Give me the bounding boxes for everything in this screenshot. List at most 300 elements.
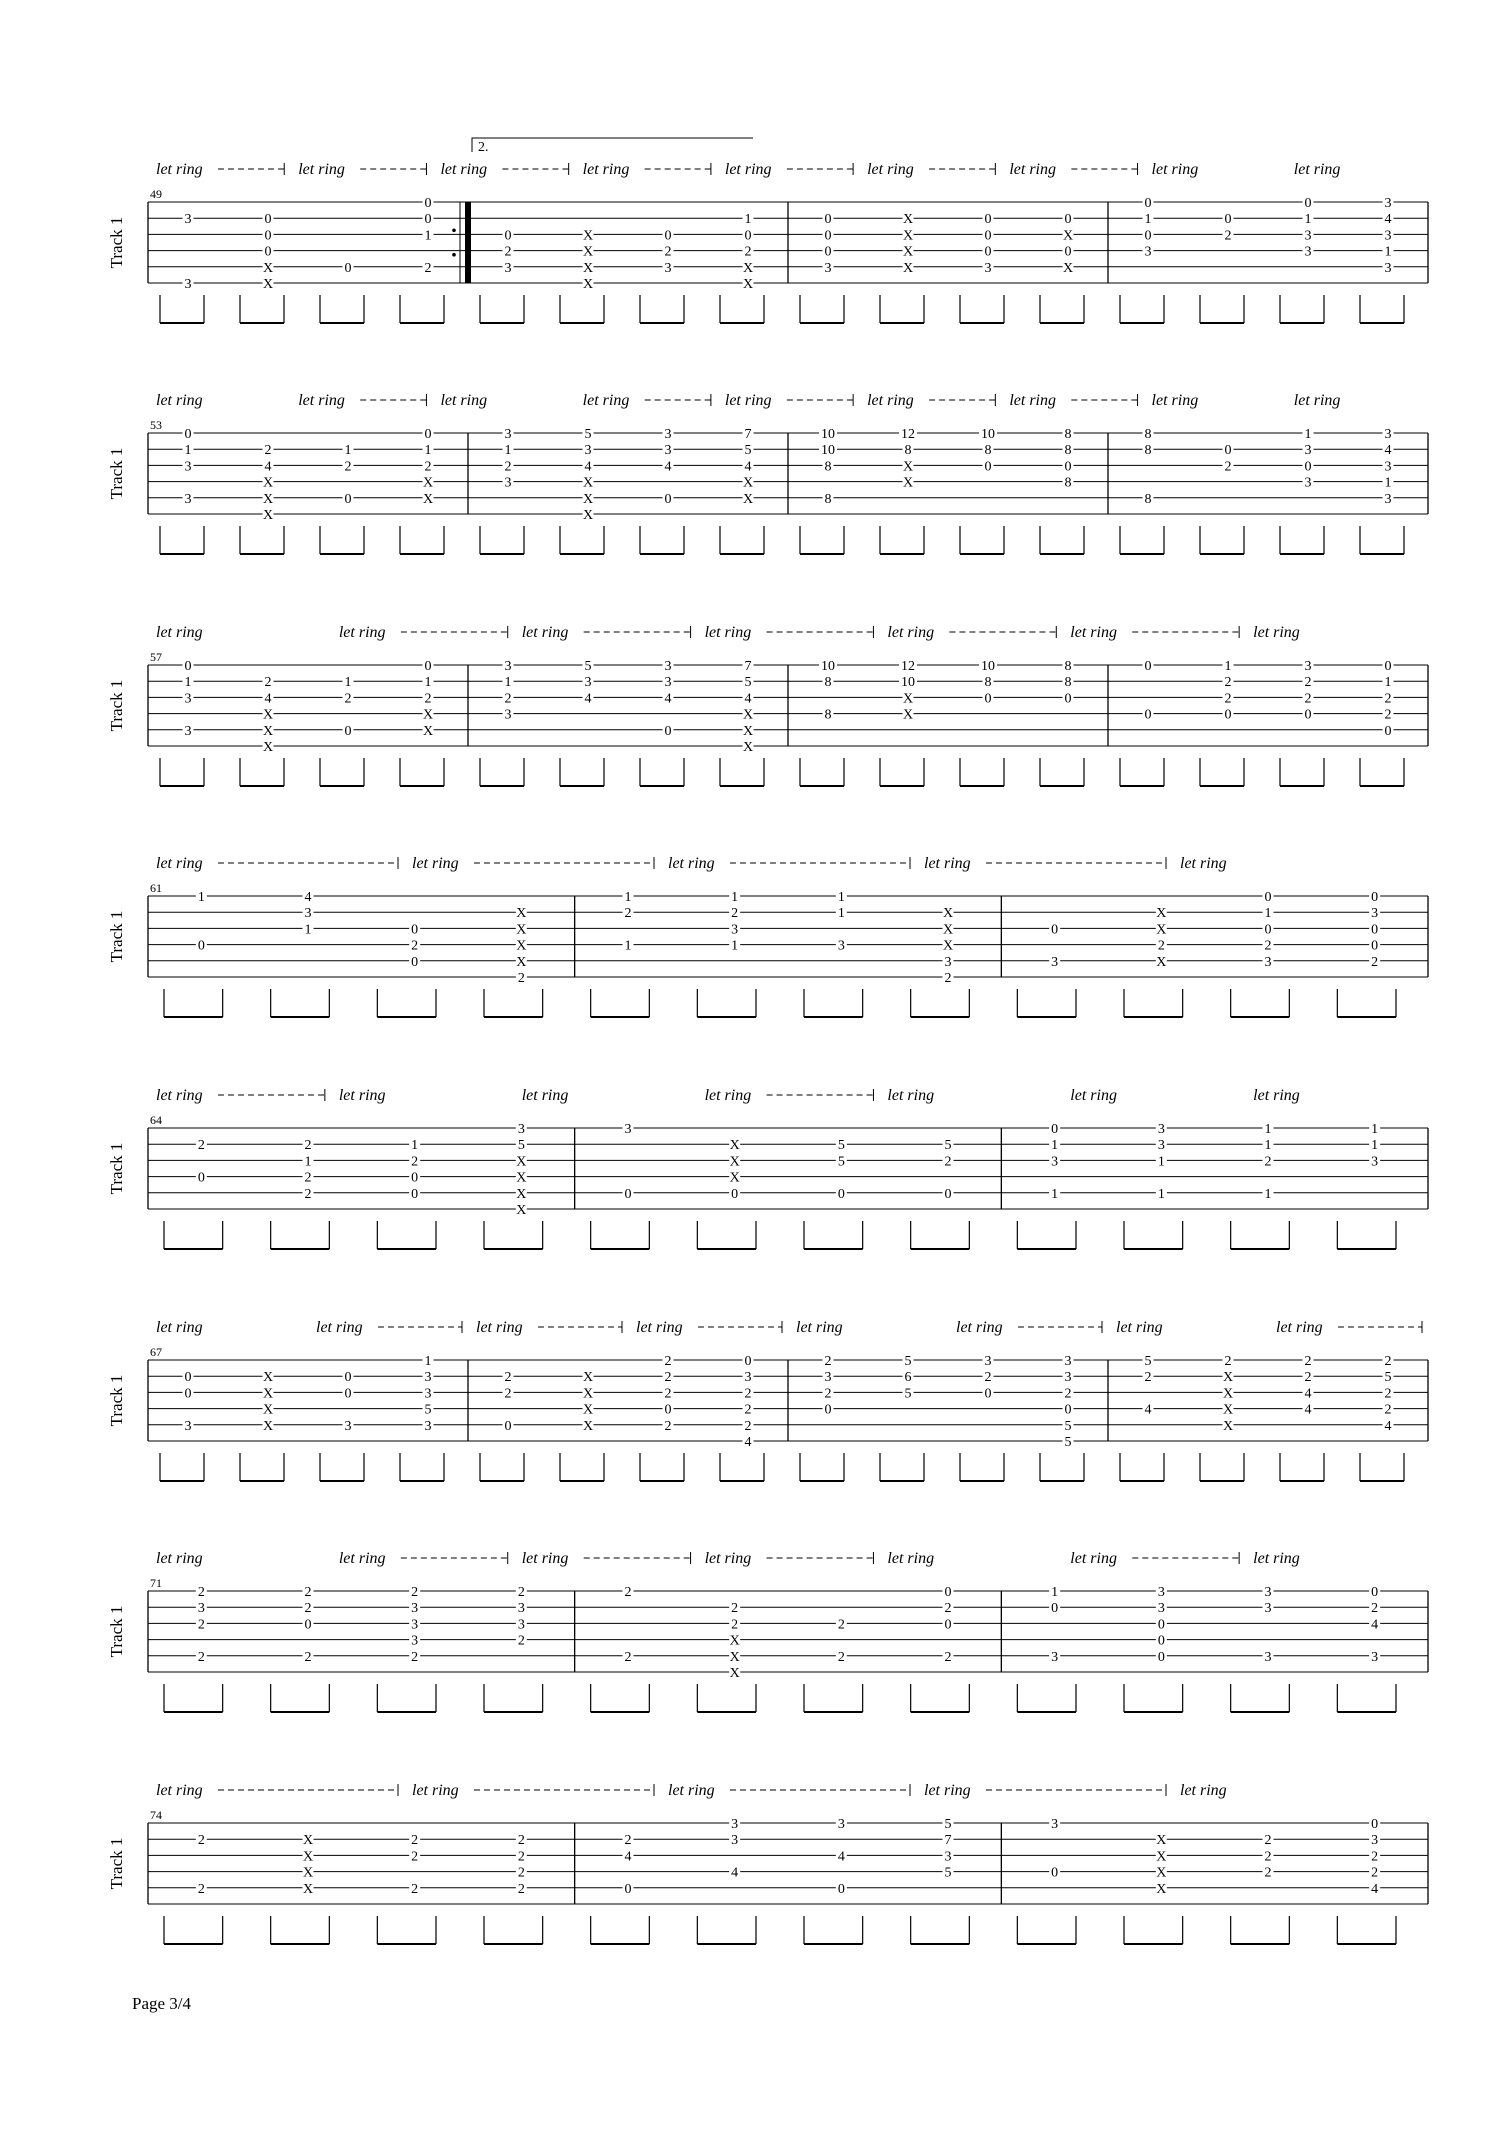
fret-note: 4 <box>584 691 592 707</box>
fret-note: 0 <box>197 1170 205 1186</box>
fret-note: 2 <box>197 1833 205 1849</box>
fret-note: 2 <box>1384 1354 1392 1369</box>
fret-note: 3 <box>1264 1649 1272 1665</box>
fret-note: 2 <box>411 1585 419 1600</box>
fret-note: 0 <box>1064 212 1072 228</box>
fret-note: 10 <box>821 427 835 442</box>
fret-note: 0 <box>1144 659 1152 674</box>
tab-system <box>107 138 1428 323</box>
fret-note: 3 <box>1304 659 1312 674</box>
fret-note: 8 <box>824 491 832 507</box>
fret-note: 0 <box>624 1186 632 1202</box>
fret-note: 4 <box>1371 1881 1379 1897</box>
dead-note: X <box>1062 228 1074 244</box>
dead-note: X <box>742 475 754 491</box>
fret-note: 3 <box>1051 954 1059 970</box>
tab-system <box>107 855 1428 1017</box>
fret-note: 0 <box>824 228 832 244</box>
measure-number: 74 <box>150 1808 162 1822</box>
fret-note: 2 <box>664 1386 672 1402</box>
fret-note: 2 <box>837 1617 845 1633</box>
dead-note: X <box>516 954 527 970</box>
let-ring-label: let ring <box>704 1087 752 1104</box>
dead-note: X <box>729 1649 740 1665</box>
fret-note: 0 <box>1157 1633 1165 1649</box>
fret-note: 0 <box>424 659 432 674</box>
fret-note: 0 <box>1224 212 1232 228</box>
fret-note: 3 <box>1157 1601 1165 1617</box>
fret-note: 3 <box>424 1370 432 1386</box>
fret-note: 10 <box>821 659 835 674</box>
fret-note: 3 <box>1264 1601 1272 1617</box>
fret-note: 2 <box>1264 1154 1272 1170</box>
fret-note: 2 <box>197 1585 205 1600</box>
fret-note: 3 <box>984 260 992 276</box>
fret-note: 1 <box>1157 1154 1165 1170</box>
dead-note: X <box>582 228 594 244</box>
fret-note: 2 <box>424 260 432 276</box>
fret-note: 0 <box>411 922 419 938</box>
fret-note: 0 <box>1371 1817 1379 1832</box>
fret-note: 1 <box>304 922 312 938</box>
fret-note: 3 <box>411 1633 419 1649</box>
fret-note: 2 <box>197 1649 205 1665</box>
fret-note: 0 <box>824 1402 832 1418</box>
dead-note: X <box>302 1849 314 1865</box>
fret-note: 2 <box>1224 1354 1232 1369</box>
fret-note: 2 <box>1304 1370 1312 1386</box>
track-label: Track 1 <box>107 679 126 732</box>
fret-note: 0 <box>264 244 272 260</box>
fret-note: 1 <box>344 675 352 691</box>
fret-note: 2 <box>1371 954 1379 970</box>
fret-note: 0 <box>984 691 992 707</box>
fret-note: 8 <box>1064 443 1072 459</box>
dead-note: X <box>262 1386 274 1402</box>
fret-note: 5 <box>584 427 592 442</box>
let-ring-label: let ring <box>440 392 488 409</box>
fret-note: 3 <box>664 659 672 674</box>
fret-note: 0 <box>1144 707 1152 723</box>
fret-note: 0 <box>424 212 432 228</box>
fret-note: 1 <box>1371 1122 1379 1137</box>
fret-note: 3 <box>424 1386 432 1402</box>
fret-note: 1 <box>1224 659 1232 674</box>
fret-note: 0 <box>1304 196 1312 211</box>
let-ring-label: let ring <box>867 161 914 178</box>
dead-note: X <box>262 707 274 723</box>
fret-note: 2 <box>504 691 512 707</box>
fret-note: 3 <box>1371 1649 1379 1665</box>
dead-note: X <box>262 475 274 491</box>
dead-note: X <box>582 508 594 523</box>
fret-note: 1 <box>1157 1186 1165 1202</box>
fret-note: 2 <box>424 459 432 475</box>
dead-note: X <box>1222 1402 1234 1418</box>
fret-note: 3 <box>1304 443 1312 459</box>
fret-note: 2 <box>1264 1865 1272 1881</box>
let-ring-label: let ring <box>924 855 971 872</box>
fret-note: 0 <box>1144 228 1152 244</box>
fret-note: 7 <box>744 427 752 442</box>
fret-note: 4 <box>1144 1402 1152 1418</box>
fret-note: 5 <box>517 1138 525 1154</box>
fret-note: 0 <box>1064 1402 1072 1418</box>
fret-note: 0 <box>184 659 192 674</box>
fret-note: 3 <box>1157 1122 1165 1137</box>
fret-note: 2 <box>304 1649 312 1665</box>
dead-note: X <box>742 707 754 723</box>
fret-note: 3 <box>184 1418 192 1434</box>
fret-note: 1 <box>411 1138 419 1154</box>
fret-note: 5 <box>944 1138 952 1154</box>
let-ring-label: let ring <box>1253 1550 1300 1567</box>
dead-note: X <box>582 491 594 507</box>
dead-note: X <box>422 723 434 739</box>
fret-note: 3 <box>944 954 952 970</box>
fret-note: 4 <box>744 691 752 707</box>
tab-system <box>107 1319 1428 1481</box>
fret-note: 0 <box>344 1386 352 1402</box>
let-ring-label: let ring <box>412 1782 459 1799</box>
track-label: Track 1 <box>107 1374 126 1427</box>
fret-note: 1 <box>1051 1585 1059 1600</box>
fret-note: 3 <box>584 675 592 691</box>
fret-note: 3 <box>184 691 192 707</box>
fret-note: 2 <box>1304 675 1312 691</box>
fret-note: 3 <box>1144 244 1152 260</box>
fret-note: 1 <box>1264 1186 1272 1202</box>
dead-note: X <box>262 1418 274 1434</box>
let-ring-label: let ring <box>1180 855 1227 872</box>
fret-note: 3 <box>411 1617 419 1633</box>
fret-note: 2 <box>304 1186 312 1202</box>
dead-note: X <box>1222 1386 1234 1402</box>
dead-note: X <box>302 1833 314 1849</box>
fret-note: 0 <box>984 244 992 260</box>
fret-note: 0 <box>344 491 352 507</box>
fret-note: 8 <box>1144 491 1152 507</box>
fret-note: 8 <box>1064 475 1072 491</box>
fret-note: 3 <box>1051 1154 1059 1170</box>
fret-note: 2 <box>731 906 739 922</box>
fret-note: 2 <box>1371 1601 1379 1617</box>
fret-note: 0 <box>1304 707 1312 723</box>
fret-note: 1 <box>1371 1138 1379 1154</box>
fret-note: 3 <box>944 1849 952 1865</box>
fret-note: 0 <box>984 459 992 475</box>
fret-note: 3 <box>304 906 312 922</box>
dead-note: X <box>1156 1849 1167 1865</box>
dead-note: X <box>516 922 527 938</box>
dead-note: X <box>302 1881 314 1897</box>
fret-note: 10 <box>821 443 835 459</box>
fret-note: 2 <box>411 1881 419 1897</box>
dead-note: X <box>902 459 914 475</box>
fret-note: 2 <box>1264 1833 1272 1849</box>
fret-note: 0 <box>984 212 992 228</box>
let-ring-label: let ring <box>1070 1087 1117 1104</box>
let-ring-label: let ring <box>156 161 203 178</box>
let-ring-label: let ring <box>704 624 752 641</box>
fret-note: 1 <box>1384 244 1392 260</box>
fret-note: 5 <box>1064 1418 1072 1434</box>
fret-note: 2 <box>744 1402 752 1418</box>
let-ring-label: let ring <box>156 1550 203 1567</box>
let-ring-label: let ring <box>1180 1782 1227 1799</box>
let-ring-label: let ring <box>887 1087 935 1104</box>
track-label: Track 1 <box>107 1837 126 1890</box>
fret-note: 2 <box>304 1138 312 1154</box>
fret-note: 1 <box>837 890 845 905</box>
measure-number: 57 <box>150 650 162 664</box>
fret-note: 0 <box>1371 922 1379 938</box>
measure-number: 71 <box>150 1576 162 1590</box>
fret-note: 0 <box>1064 459 1072 475</box>
fret-note: 4 <box>1384 212 1392 228</box>
fret-note: 0 <box>1384 723 1392 739</box>
fret-note: 0 <box>411 1170 419 1186</box>
fret-note: 2 <box>517 1585 525 1600</box>
fret-note: 0 <box>664 491 672 507</box>
dead-note: X <box>582 244 594 260</box>
fret-note: 0 <box>264 212 272 228</box>
fret-note: 5 <box>1064 1435 1072 1450</box>
fret-note: 0 <box>1264 922 1272 938</box>
fret-note: 2 <box>264 675 272 691</box>
dead-note: X <box>262 277 274 292</box>
fret-note: 4 <box>731 1865 739 1881</box>
fret-note: 0 <box>744 228 752 244</box>
fret-note: 0 <box>1051 1601 1059 1617</box>
fret-note: 2 <box>517 1881 525 1897</box>
track-label: Track 1 <box>107 216 126 269</box>
fret-note: 3 <box>744 1370 752 1386</box>
fret-note: 4 <box>744 459 752 475</box>
fret-note: 2 <box>517 1833 525 1849</box>
fret-note: 7 <box>744 659 752 674</box>
fret-note: 3 <box>1304 244 1312 260</box>
dead-note: X <box>516 938 527 954</box>
fret-note: 0 <box>411 1186 419 1202</box>
dead-note: X <box>1156 1833 1167 1849</box>
fret-note: 3 <box>1264 954 1272 970</box>
fret-note: 0 <box>744 1354 752 1369</box>
fret-note: 0 <box>184 1370 192 1386</box>
fret-note: 3 <box>1371 906 1379 922</box>
fret-note: 1 <box>731 890 739 905</box>
fret-note: 2 <box>411 1849 419 1865</box>
fret-note: 0 <box>664 228 672 244</box>
let-ring-label: let ring <box>668 1782 715 1799</box>
fret-note: 1 <box>504 675 512 691</box>
fret-note: 3 <box>1384 459 1392 475</box>
fret-note: 0 <box>344 723 352 739</box>
fret-note: 3 <box>504 659 512 674</box>
fret-note: 5 <box>584 659 592 674</box>
let-ring-label: let ring <box>156 1782 203 1799</box>
fret-note: 2 <box>424 691 432 707</box>
fret-note: 3 <box>731 1817 739 1832</box>
fret-note: 3 <box>504 260 512 276</box>
let-ring-label: let ring <box>156 624 203 641</box>
dead-note: X <box>902 260 914 276</box>
dead-note: X <box>902 707 914 723</box>
fret-note: 3 <box>624 1122 632 1137</box>
let-ring-label: let ring <box>156 1087 203 1104</box>
fret-note: 3 <box>1371 1154 1379 1170</box>
fret-note: 3 <box>504 475 512 491</box>
fret-note: 0 <box>1304 459 1312 475</box>
fret-note: 0 <box>1384 659 1392 674</box>
fret-note: 1 <box>1264 906 1272 922</box>
dead-note: X <box>516 1170 527 1186</box>
dead-note: X <box>582 1370 594 1386</box>
fret-note: 2 <box>664 1354 672 1369</box>
fret-note: 2 <box>304 1170 312 1186</box>
fret-note: 1 <box>624 890 632 905</box>
fret-note: 3 <box>184 277 192 292</box>
measure-number: 53 <box>150 418 162 432</box>
dead-note: X <box>1156 1881 1167 1897</box>
dead-note: X <box>262 508 274 523</box>
dead-note: X <box>1156 906 1167 922</box>
fret-note: 3 <box>504 427 512 442</box>
dead-note: X <box>1062 260 1074 276</box>
fret-note: 4 <box>664 459 672 475</box>
let-ring-label: let ring <box>440 161 488 178</box>
fret-note: 0 <box>1144 196 1152 211</box>
measure-number: 61 <box>150 881 162 895</box>
let-ring-label: let ring <box>338 1550 386 1567</box>
fret-note: 0 <box>1224 443 1232 459</box>
fret-note: 1 <box>744 212 752 228</box>
fret-note: 0 <box>1157 1617 1165 1633</box>
fret-note: 2 <box>197 1881 205 1897</box>
dead-note: X <box>902 691 914 707</box>
fret-note: 1 <box>1144 212 1152 228</box>
fret-note: 3 <box>584 443 592 459</box>
fret-note: 0 <box>944 1617 952 1633</box>
fret-note: 0 <box>824 212 832 228</box>
fret-note: 2 <box>504 1370 512 1386</box>
fret-note: 2 <box>624 1833 632 1849</box>
dead-note: X <box>942 922 954 938</box>
fret-note: 2 <box>1304 1354 1312 1369</box>
fret-note: 3 <box>731 1833 739 1849</box>
fret-note: 2 <box>824 1386 832 1402</box>
fret-note: 1 <box>1264 1138 1272 1154</box>
fret-note: 0 <box>504 1418 512 1434</box>
fret-note: 0 <box>1264 890 1272 905</box>
fret-note: 2 <box>824 1354 832 1369</box>
dead-note: X <box>262 1370 274 1386</box>
fret-note: 0 <box>504 228 512 244</box>
fret-note: 5 <box>944 1865 952 1881</box>
fret-note: 5 <box>904 1386 912 1402</box>
fret-note: 3 <box>664 427 672 442</box>
let-ring-label: let ring <box>1151 161 1199 178</box>
let-ring-label: let ring <box>1276 1319 1323 1336</box>
fret-note: 8 <box>904 443 912 459</box>
fret-note: 10 <box>981 427 995 442</box>
let-ring-label: let ring <box>924 1782 971 1799</box>
fret-note: 2 <box>731 1617 739 1633</box>
fret-note: 0 <box>1051 1122 1059 1137</box>
fret-note: 3 <box>184 491 192 507</box>
fret-note: 2 <box>411 1154 419 1170</box>
fret-note: 2 <box>344 691 352 707</box>
fret-note: 0 <box>411 954 419 970</box>
fret-note: 2 <box>1384 1386 1392 1402</box>
dead-note: X <box>902 228 914 244</box>
fret-note: 0 <box>1371 890 1379 905</box>
fret-note: 2 <box>411 1649 419 1665</box>
fret-note: 2 <box>664 244 672 260</box>
let-ring-label: let ring <box>887 1550 935 1567</box>
fret-note: 2 <box>1384 691 1392 707</box>
fret-note: 0 <box>197 938 205 954</box>
measure-number: 67 <box>150 1345 162 1359</box>
fret-note: 4 <box>1304 1402 1312 1418</box>
volta-label: 2. <box>478 140 489 155</box>
fret-note: 5 <box>744 675 752 691</box>
fret-note: 1 <box>197 890 205 905</box>
dead-note: X <box>582 1386 594 1402</box>
fret-note: 1 <box>1264 1122 1272 1137</box>
fret-note: 1 <box>504 443 512 459</box>
fret-note: 1 <box>184 443 192 459</box>
fret-note: 1 <box>624 938 632 954</box>
fret-note: 3 <box>984 1354 992 1369</box>
fret-note: 3 <box>1264 1585 1272 1600</box>
dead-note: X <box>582 1402 594 1418</box>
dead-note: X <box>742 277 754 292</box>
fret-note: 3 <box>1157 1138 1165 1154</box>
fret-note: 0 <box>1064 691 1072 707</box>
fret-note: 4 <box>1384 443 1392 459</box>
dead-note: X <box>582 277 594 292</box>
fret-note: 3 <box>824 1370 832 1386</box>
fret-note: 2 <box>1371 1865 1379 1881</box>
tab-system <box>107 392 1428 554</box>
fret-note: 0 <box>624 1881 632 1897</box>
dead-note: X <box>262 1402 274 1418</box>
let-ring-label: let ring <box>956 1319 1003 1336</box>
fret-note: 2 <box>984 1370 992 1386</box>
let-ring-label: let ring <box>156 1319 203 1336</box>
fret-note: 3 <box>184 459 192 475</box>
track-label: Track 1 <box>107 1142 126 1195</box>
let-ring-label: let ring <box>724 161 772 178</box>
fret-note: 1 <box>424 228 432 244</box>
fret-note: 0 <box>664 1402 672 1418</box>
fret-note: 2 <box>264 443 272 459</box>
fret-note: 0 <box>1371 938 1379 954</box>
fret-note: 0 <box>344 260 352 276</box>
dead-note: X <box>1222 1418 1234 1434</box>
fret-note: 8 <box>984 675 992 691</box>
dead-note: X <box>422 475 434 491</box>
let-ring-label: let ring <box>1070 1550 1117 1567</box>
fret-note: 3 <box>1051 1649 1059 1665</box>
fret-note: 0 <box>1051 922 1059 938</box>
fret-note: 0 <box>664 723 672 739</box>
fret-note: 2 <box>664 1370 672 1386</box>
let-ring-label: let ring <box>316 1319 363 1336</box>
fret-note: 0 <box>424 196 432 211</box>
fret-note: 3 <box>344 1418 352 1434</box>
